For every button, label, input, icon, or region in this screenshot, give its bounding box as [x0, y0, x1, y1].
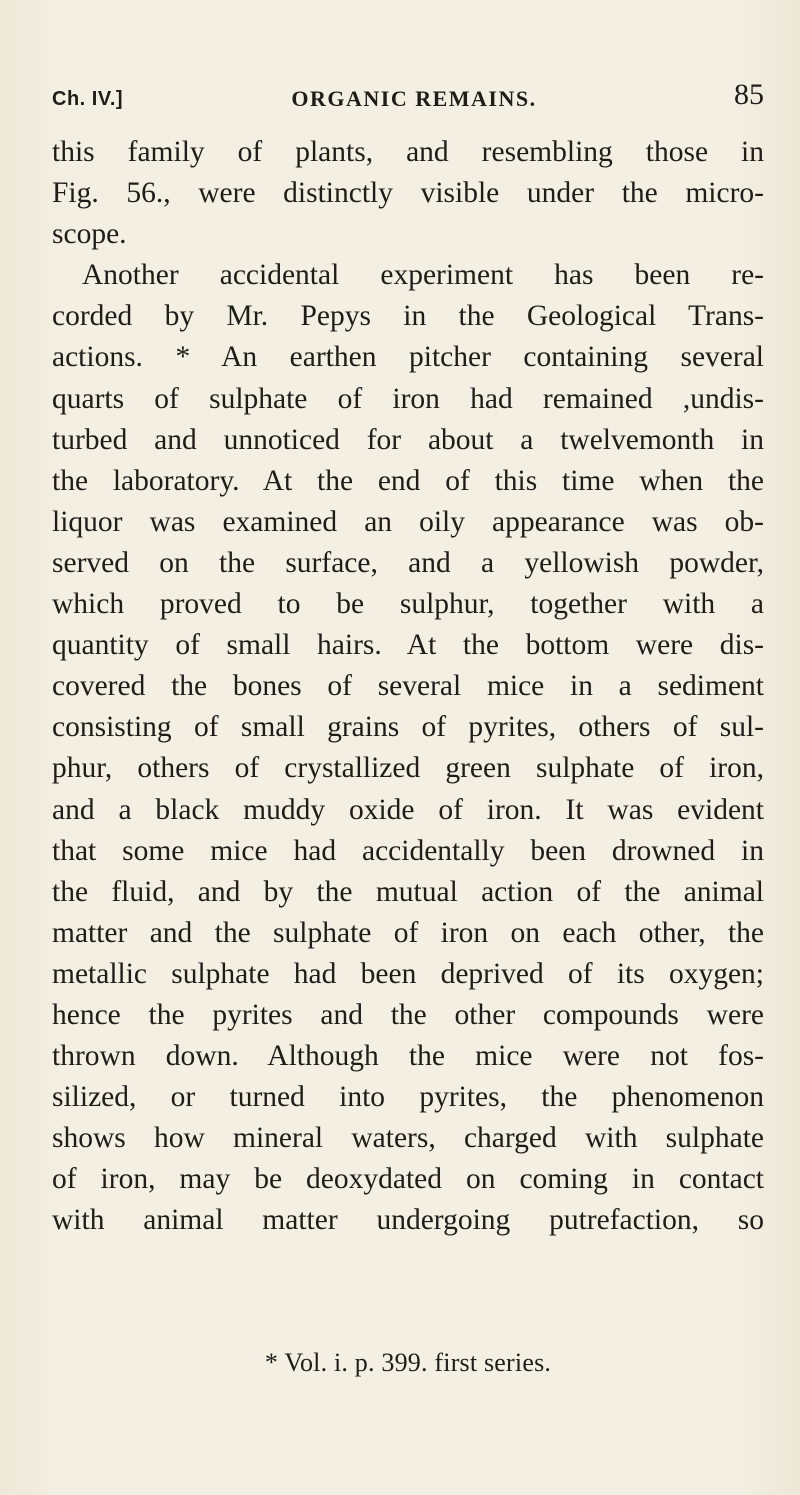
text-line: that some mice had accidentally been drowned in: [52, 834, 764, 867]
running-head: [52, 72, 764, 112]
text-line: this family of plants, and resembling those in: [52, 136, 764, 168]
text-line: the laboratory. At the end of this time when the: [52, 464, 764, 497]
text-line: metallic sulphate had been deprived of its oxygen;: [52, 957, 764, 990]
text-line: shows how mineral waters, charged with sulphate: [52, 1122, 764, 1155]
text-line: and a black muddy oxide of iron. It was evident: [52, 793, 764, 826]
text-line: liquor was examined an oily appearance was ob-: [52, 505, 764, 538]
text-line: quantity of small hairs. At the bottom were dis-: [52, 629, 764, 662]
text-line: Another accidental experiment has been re-: [82, 259, 764, 292]
text-line: Fig. 56., were distinctly visible under the micro-: [52, 177, 764, 210]
paragraph-2: [52, 255, 764, 1241]
text-line: hence the pyrites and the other compounds were: [52, 998, 764, 1031]
text-line: with animal matter undergoing putrefaction, so: [52, 1204, 764, 1237]
text-line: of iron, may be deoxydated on coming in contact: [52, 1163, 764, 1196]
text-line: the fluid, and by the mutual action of the animal: [52, 875, 764, 908]
text-line: served on the surface, and a yellowish powder,: [52, 546, 764, 579]
text-line: phur, others of crystallized green sulphate of iron,: [52, 752, 764, 785]
text-line: which proved to be sulphur, together with a: [52, 588, 764, 621]
body-text: [52, 132, 764, 1242]
footnote: * Vol. i. p. 399. first series.: [264, 1348, 552, 1377]
running-title: ORGANIC REMAINS.: [291, 86, 537, 111]
text-line: matter and the sulphate of iron on each other, the: [52, 916, 764, 949]
chapter-label: Ch. IV.]: [52, 88, 124, 110]
paragraph-1: [52, 132, 764, 255]
text-line: consisting of small grains of pyrites, others of sul-: [52, 711, 764, 744]
text-line: actions. * An earthen pitcher containing several: [52, 341, 764, 374]
text-line: turbed and unnoticed for about a twelvemonth in: [52, 423, 764, 456]
text-line: corded by Mr. Pepys in the Geological Trans-: [52, 300, 764, 333]
text-line: covered the bones of several mice in a sediment: [52, 670, 764, 703]
text-line: thrown down. Although the mice were not fos-: [52, 1040, 764, 1073]
text-line: silized, or turned into pyrites, the phenomenon: [52, 1081, 764, 1114]
text-line: scope.: [52, 218, 127, 251]
text-line: quarts of sulphate of iron had remained ,undis-: [52, 382, 764, 415]
page-number: 85: [734, 78, 764, 111]
